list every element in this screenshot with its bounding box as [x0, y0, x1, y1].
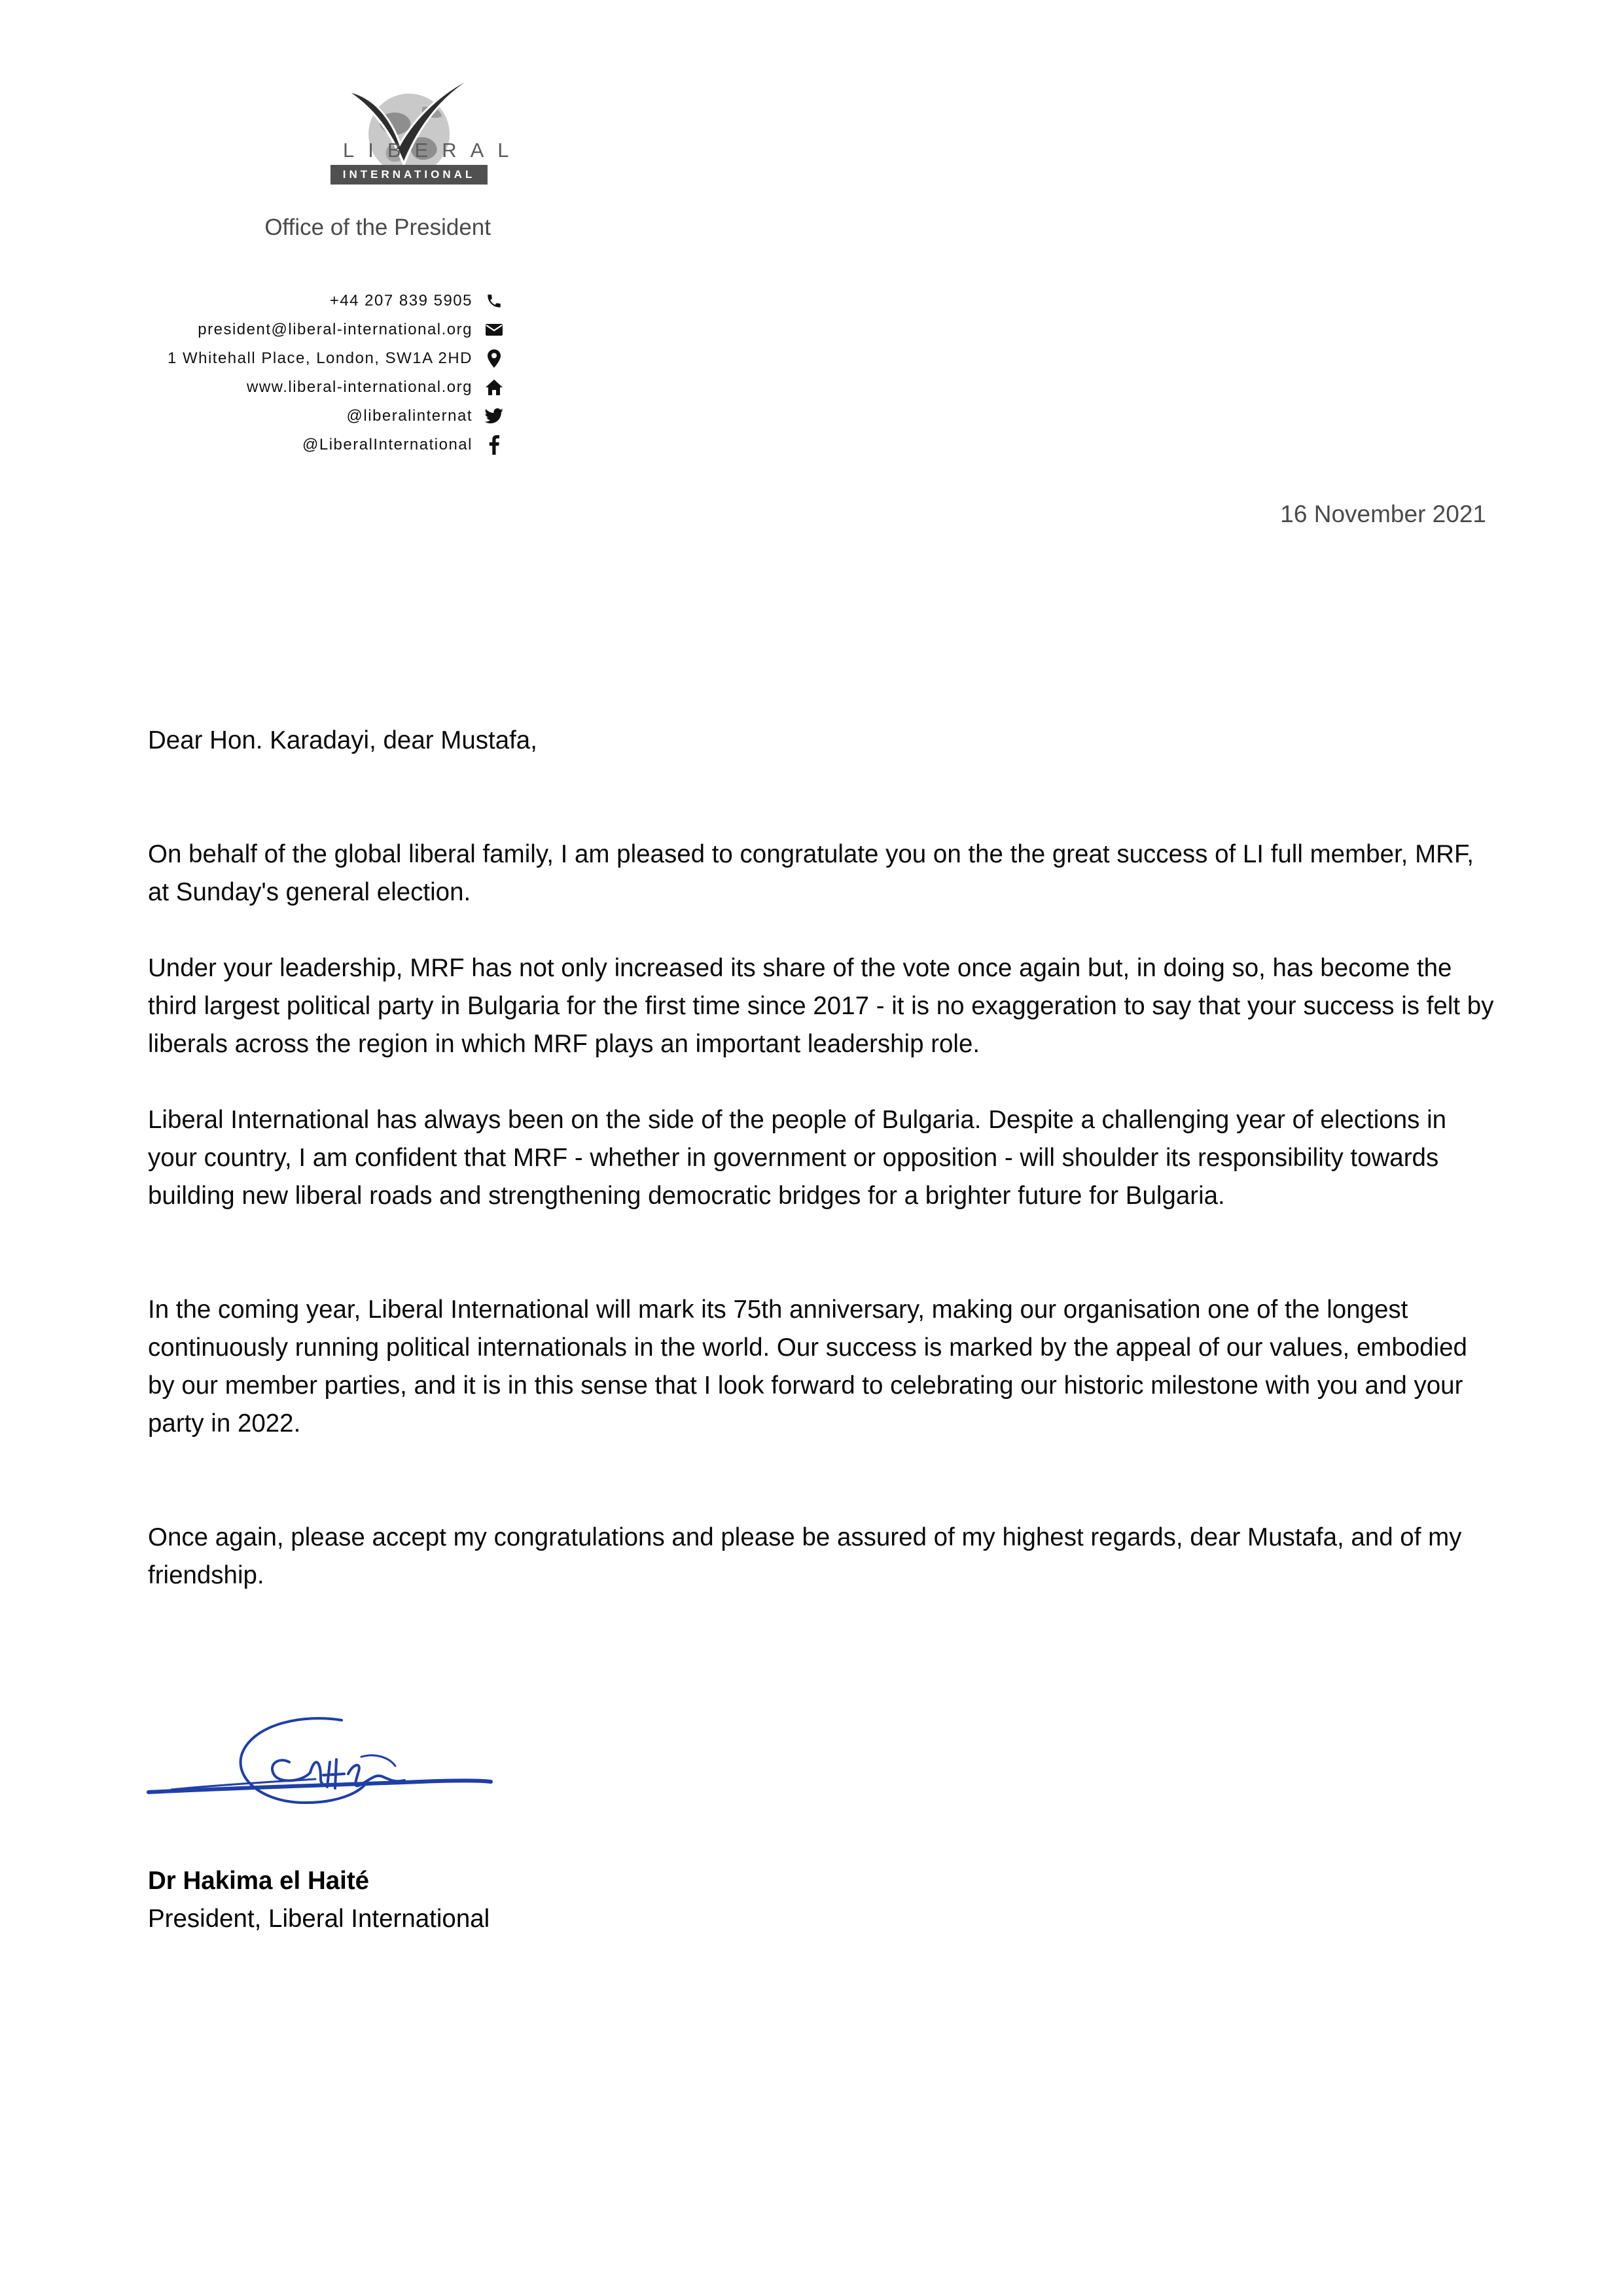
contact-email-text: president@liberal-international.org [198, 321, 473, 338]
twitter-icon [484, 406, 504, 426]
contact-email [65, 315, 504, 344]
liberal-international-logo [324, 52, 523, 186]
contact-facebook-text: @LiberalInternational [302, 436, 473, 453]
contact-website-text: www.liberal-international.org [247, 378, 473, 396]
signer-name: Dr Hakima el Haité [148, 1867, 370, 1895]
office-title: Office of the President [264, 215, 491, 240]
map-pin-icon [484, 349, 504, 368]
contact-twitter-text: @liberalinternat [346, 407, 473, 425]
handwritten-signature [145, 1711, 499, 1826]
facebook-icon [484, 435, 504, 455]
contact-twitter [65, 402, 504, 431]
contact-phone-text: +44 207 839 5905 [329, 292, 473, 309]
paragraph-closing: Once again, please accept my congratulations and please be assured of my highest regards, dear Mustafa, and of my friendship. [148, 1523, 1462, 1589]
contact-phone [65, 287, 504, 315]
paragraph-bulgaria: Liberal International has always been on the side of the people of Bulgaria. Despite a challenging year of elections in your country, I am confident that MRF - whether in government or opposition - will shoulder its responsibility towards building new liberal roads and strengthening democratic bridges for a brighter future for Bulgaria. [148, 1106, 1447, 1210]
letter-date: 16 November 2021 [1280, 501, 1486, 527]
contact-address [65, 344, 504, 373]
contact-address-text: 1 Whitehall Place, London, SW1A 2HD [167, 349, 473, 367]
paragraph-anniversary: In the coming year, Liberal International will mark its 75th anniversary, making our organisation one of the longest continuously running political internationals in the world. Our success is marked by the appeal of our values, embodied by our member parties, and it is in this sense that I look forward to celebrating our historic milestone with you and your party in 2022. [148, 1296, 1467, 1438]
signer-title: President, Liberal International [148, 1905, 490, 1933]
phone-icon [484, 291, 504, 311]
salutation: Dear Hon. Karadayi, dear Mustafa, [148, 726, 537, 754]
contact-list [65, 287, 504, 459]
contact-facebook [65, 431, 504, 459]
paragraph-congratulations: On behalf of the global liberal family, I am pleased to congratulate you on the the great success of LI full member, MRF, at Sunday's general election. [148, 840, 1474, 906]
logo-wordmark: LIBERAL [343, 139, 523, 162]
contact-website [65, 373, 504, 402]
paragraph-leadership: Under your leadership, MRF has not only increased its share of the vote once again but, in doing so, has become the third largest political party in Bulgaria for the first time since 2017 - it is no exaggeration to say that your success is felt by liberals across the region in which MRF plays an important leadership role. [148, 954, 1494, 1058]
logo-bar-text: INTERNATIONAL [330, 165, 488, 185]
home-icon [484, 378, 504, 397]
envelope-icon [484, 320, 504, 340]
